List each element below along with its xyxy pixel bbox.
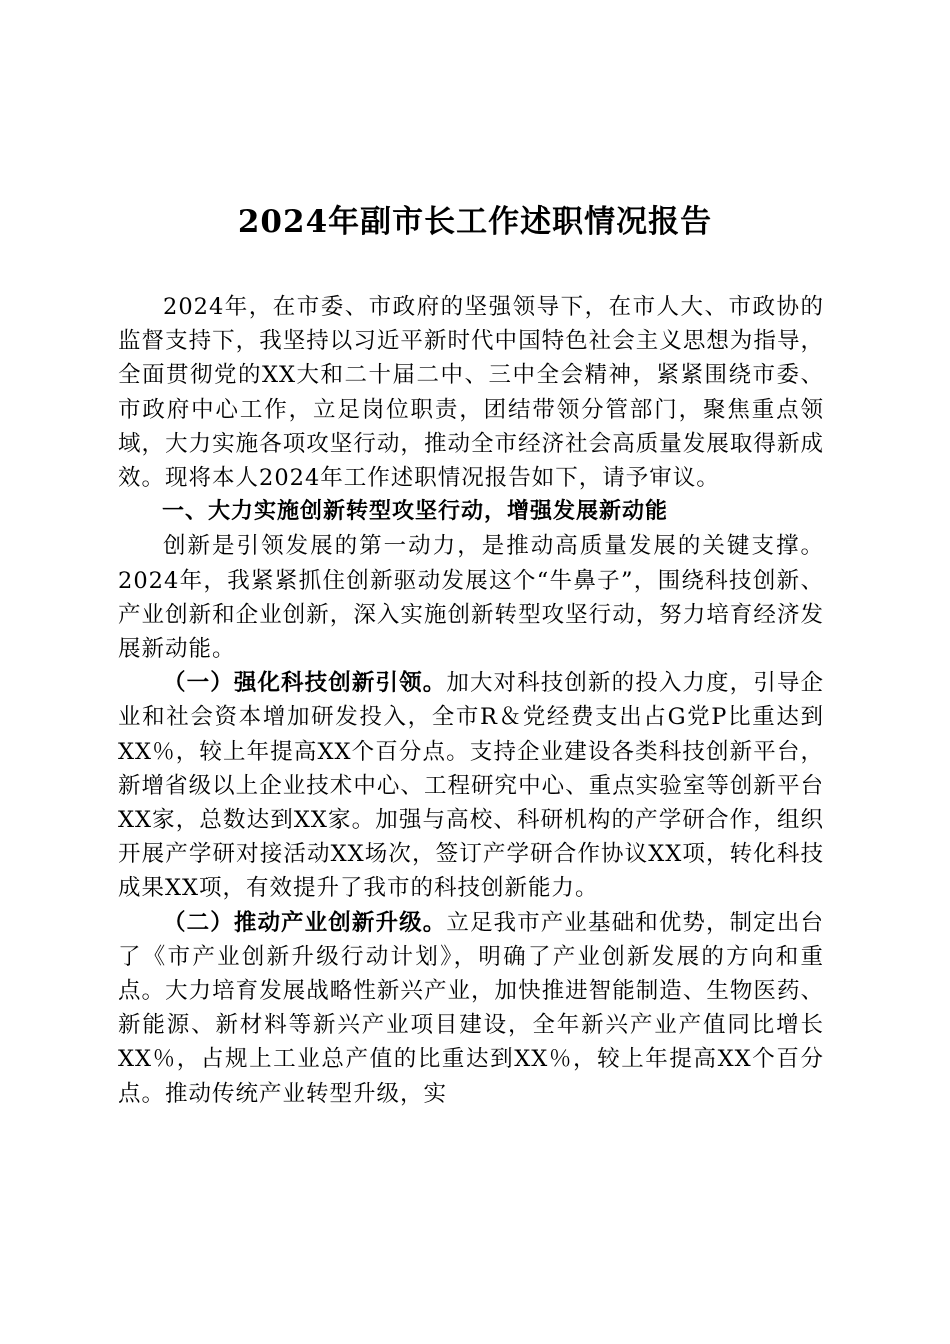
subsection-2-lead: （二）推动产业创新升级。	[163, 909, 447, 936]
subsection-2-paragraph	[118, 906, 824, 1111]
document-body	[118, 290, 824, 1111]
section-heading-1: 一、大力实施创新转型攻坚行动，增强发展新动能	[162, 499, 669, 525]
paragraph-text: 创新是引领发展的第一动力，是推动高质量发展的关键支撑。2024年，我紧紧抓住创新驱动发展这个“牛鼻子”，围绕科技创新、产业创新和企业创新，深入实施创新转型攻坚行动，努力培育经济发展新动能。	[118, 533, 824, 663]
section-1-intro-paragraph	[118, 529, 824, 666]
paragraph-text: 加大对科技创新的投入力度，引导企业和社会资本增加研发投入，全市R＆党经费支出占G党P比重达到XX％，较上年提高XX个百分点。支持企业建设各类科技创新平台，新增省级以上企业技术中心、工程研究中心、重点实验室等创新平台XX家，总数达到XX家。加强与高校、科研机构的产学研合作，组织开展产学研对接活动XX场次，签订产学研合作协议XX项，转化科技成果XX项，有效提升了我市的科技创新能力。	[118, 670, 824, 902]
paragraph-text: 2024年，在市委、市政府的坚强领导下，在市人大、市政协的监督支持下，我坚持以习近平新时代中国特色社会主义思想为指导，全面贯彻党的XX大和二十届二中、三中全会精神，紧紧围绕市委、市政府中心工作，立足岗位职责，团结带领分管部门，聚焦重点领域，大力实施各项攻坚行动，推动全市经济社会高质量发展取得新成效。现将本人2024年工作述职情况报告如下，请予审议。	[118, 294, 824, 492]
intro-paragraph	[118, 290, 824, 495]
subsection-1-paragraph	[118, 666, 824, 905]
document-title: 2024年副市长工作述职情况报告	[237, 204, 713, 240]
subsection-1-lead: （一）强化科技创新引领。	[163, 670, 447, 697]
paragraph-text: 立足我市产业基础和优势，制定出台了《市产业创新升级行动计划》，明确了产业创新发展的方向和重点。大力培育发展战略性新兴产业，加快推进智能制造、生物医药、新能源、新材料等新兴产业项目建设，全年新兴产业产值同比增长XX％，占规上工业总产值的比重达到XX％，较上年提高XX个百分点。推动传统产业转型升级，实	[118, 909, 824, 1107]
